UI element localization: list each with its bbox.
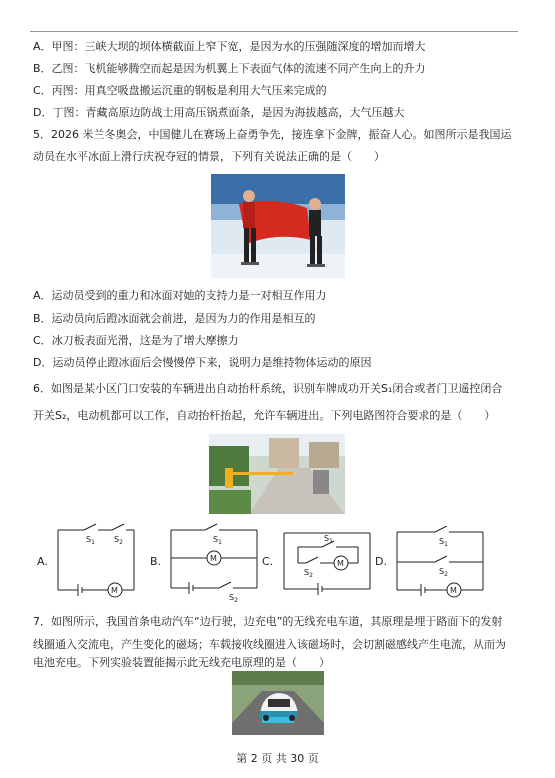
b-switch2-label: $S_2$	[229, 593, 238, 602]
option-a-label: A.	[37, 555, 48, 568]
charging-lane-photo	[232, 671, 324, 735]
q7-stem-line3: 电池充电。下列实验装置能揭示此无线充电原理的是（ ）	[33, 656, 330, 669]
option-b-label: B.	[150, 555, 162, 568]
circuit-c[interactable]	[282, 527, 374, 603]
c-switch2-label: $S_2$	[304, 568, 313, 579]
q5-stem-line1: 5．2026 米兰冬奥会，中国健儿在赛场上奋勇争先，接连拿下金牌，振奋人心。如图所示是我国运	[33, 128, 512, 141]
d-switch2-label: $S_2$	[439, 567, 448, 578]
q5-option-a: A．运动员受到的重力和冰面对她的支持力是一对相互作用力	[33, 289, 327, 302]
c-motor-label: M	[337, 559, 344, 568]
q7-stem-line1: 7．如图所示，我国首条电动汽车“边行驶，边充电”的无线充电车道，其原理是埋于路面下的发射	[33, 615, 503, 628]
q5-option-c: C．冰刀板表面光滑，这是为了增大摩擦力	[33, 334, 239, 347]
d-motor-label: M	[450, 586, 457, 595]
q4-option-a: A．甲图：三峡大坝的坝体横截面上窄下宽，是因为水的压强随深度的增加而增大	[33, 40, 426, 53]
q5-option-b: B．运动员向后蹬冰面就会前进，是因为力的作用是相互的	[33, 312, 316, 325]
q4-option-c: C．丙图：用真空吸盘搬运沉重的钢板是利用大气压来完成的	[33, 84, 327, 97]
skating-photo	[211, 174, 345, 278]
q4-option-b: B．乙图：飞机能够腾空而起是因为机翼上下表面气体的流速不同产生向上的升力	[33, 62, 426, 75]
top-rule	[30, 31, 518, 32]
circuit-b[interactable]	[169, 522, 261, 602]
q6-stem-line1: 6．如图是某小区门口安装的车辆进出自动抬杆系统，识别车牌成功开关S₁闭合或者门卫遥控闭合	[33, 382, 503, 395]
a-motor-label: M	[111, 586, 118, 595]
b-motor-label: M	[210, 554, 217, 563]
gate-photo	[209, 434, 345, 514]
q4-option-d: D．丁图：青藏高原边防战士用高压锅煮面条，是因为海拔越高，大气压越大	[33, 106, 405, 119]
d-switch1-label: $S_1$	[439, 537, 448, 548]
q5-stem-line2: 动员在水平冰面上滑行庆祝夺冠的情景，下列有关说法正确的是（ ）	[33, 150, 385, 163]
q5-option-d: D．运动员停止蹬冰面后会慢慢停下来，说明力是维持物体运动的原因	[33, 356, 372, 369]
a-switch1-label: $S_1$	[86, 535, 95, 546]
b-switch1-label: $S_1$	[213, 535, 222, 546]
c-switch1-label: $S_1$	[324, 534, 333, 545]
circuit-d[interactable]	[395, 526, 487, 602]
q7-stem-line2: 线圈通入交流电，产生变化的磁场；车载接收线圈进入该磁场时，会切割磁感线产生电流，从而为	[33, 638, 506, 651]
q6-stem-line2: 开关S₂，电动机都可以工作，自动抬杆抬起，允许车辆进出。下列电路图符合要求的是（ ）	[33, 409, 496, 422]
page-number: 第 2 页 共 30 页	[236, 752, 319, 765]
circuit-a[interactable]	[56, 522, 136, 602]
a-switch2-label: $S_2$	[114, 535, 123, 546]
option-d-label: D.	[375, 555, 387, 568]
option-c-label: C.	[262, 555, 274, 568]
